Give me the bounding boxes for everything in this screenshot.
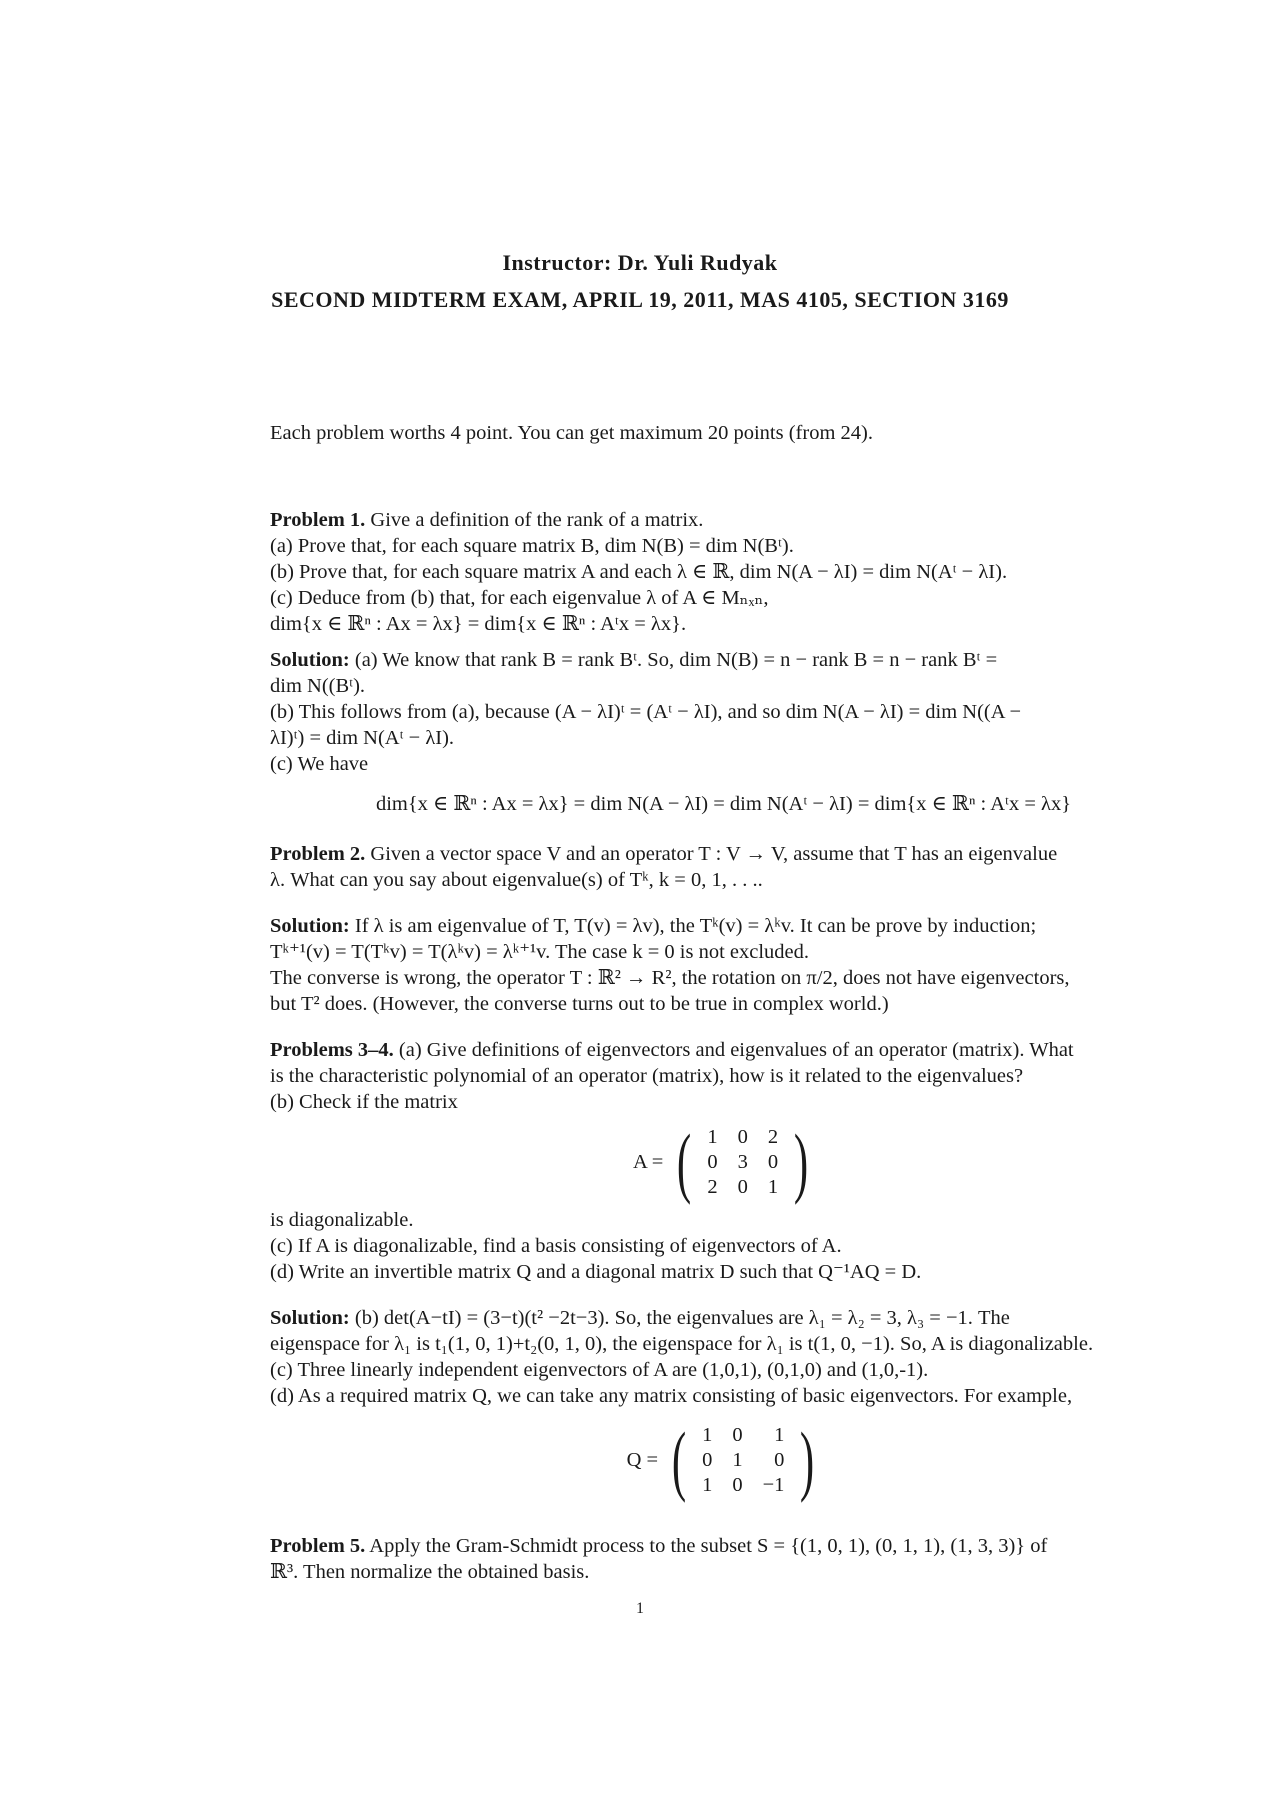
left-paren-icon: ( [677,1118,692,1205]
matrix-q-cell: 1 [702,1473,713,1496]
problem-1-solution-c: (c) We have [270,753,369,775]
matrix-a-cell: 1 [707,1125,718,1148]
problem-1-b: (b) Prove that, for each square matrix A and each λ ∈ ℝ, dim N(A − λI) = dim N(Aᵗ − λI). [270,561,1008,583]
right-paren-icon: ) [793,1118,809,1205]
matrix-a-table [697,1125,788,1200]
problem-1-solution-b: (b) This follows from (a), because (A − λI)ᵗ = (Aᵗ − λI), and so dim N(A − λI) = dim N((A − [270,701,1022,723]
problem-1-solution-a: (a) We know that rank B = rank Bᵗ. So, dim N(B) = n − rank B = n − rank Bᵗ = [354,649,998,671]
problem-1-statement: Give a definition of the rank of a matrix. [370,509,704,531]
problem-1-a: (a) Prove that, for each square matrix B, dim N(B) = dim N(Bᵗ). [270,535,794,557]
problem-2-label: Problem 2. [270,843,366,865]
problem-5-statement-2: ℝ³. Then normalize the obtained basis. [270,1561,590,1583]
matrix-q-cell: 0 [774,1448,785,1471]
problem-3-4-label: Problems 3–4. [270,1039,394,1061]
problem-5 [270,1533,1177,1585]
problem-2 [270,841,1177,1017]
right-paren-icon: ) [800,1416,815,1503]
matrix-q-cell: 1 [774,1423,785,1446]
matrix-a-row [697,1125,788,1150]
problem-3-4-solution-3: (c) Three linearly independent eigenvectors of A are (1,0,1), (0,1,0) and (1,0,-1). [270,1359,929,1381]
problem-1-label: Problem 1. [270,509,366,531]
matrix-a-row [697,1175,788,1200]
problem-2-statement-2: λ. What can you say about eigenvalue(s) of Tᵏ, k = 0, 1, . . .. [270,869,763,891]
problem-2-solution-2: Tᵏ⁺¹(v) = T(Tᵏv) = T(λᵏv) = λᵏ⁺¹v. The case k = 0 is not excluded. [270,941,810,963]
matrix-q-row [692,1448,794,1473]
matrix-a-cell: 0 [767,1150,779,1173]
matrix-q-cell: 1 [702,1423,713,1446]
page-number: 1 [636,1600,644,1617]
matrix-q-cell: 0 [732,1473,743,1496]
matrix-a [270,1118,1177,1205]
problem-1-solution-label: Solution: [270,649,350,671]
problem-3-4-statement-2: is the characteristic polynomial of an operator (matrix), how is it related to the eigenvalues? [270,1065,1024,1087]
problem-1-solution-equation: dim{x ∈ ℝⁿ : Ax = λx} = dim N(A − λI) = dim N(Aᵗ − λI) = dim{x ∈ ℝⁿ : Aᵗx = λx} [375,793,1072,815]
matrix-q-row [692,1473,794,1498]
left-paren-icon: ( [671,1416,687,1503]
matrix-a-cell: 0 [737,1125,748,1148]
problem-3-4-statement: (a) Give definitions of eigenvectors and eigenvalues of an operator (matrix). What [398,1039,1074,1061]
matrix-q-cell: 0 [732,1423,743,1446]
problem-2-statement: Given a vector space V and an operator T : V → V, assume that T has an eigenvalue [370,843,1058,865]
problem-2-solution-3: The converse is wrong, the operator T : ℝ² → R², the rotation on π/2, does not have eigenvectors, [270,967,1070,989]
problem-3-4 [270,1037,1177,1503]
problem-1-c-eq: dim{x ∈ ℝⁿ : Ax = λx} = dim{x ∈ ℝⁿ : Aᵗx = λx}. [270,613,687,635]
problem-3-4-after-1: is diagonalizable. [270,1209,414,1231]
problem-1-solution-a2: dim N((Bᵗ). [270,675,366,697]
problem-5-statement: Apply the Gram-Schmidt process to the subset S = {(1, 0, 1), (0, 1, 1), (1, 3, 3)} of [369,1535,1048,1557]
matrix-a-cell: 1 [767,1175,779,1198]
problem-3-4-after-3: (d) Write an invertible matrix Q and a diagonal matrix D such that Q⁻¹AQ = D. [270,1261,922,1283]
problem-2-solution-4: but T² does. (However, the converse turns out to be true in complex world.) [270,993,889,1015]
problem-3-4-solution-label: Solution: [270,1307,350,1329]
problem-1-solution-b2: λI)ᵗ) = dim N(Aᵗ − λI). [270,727,455,749]
problem-5-label: Problem 5. [270,1535,366,1557]
matrix-a-cell: 2 [707,1175,718,1198]
matrix-q-cell: −1 [762,1473,785,1496]
matrix-a-cell: 0 [707,1150,718,1173]
problem-1 [270,507,1177,817]
problem-2-solution-label: Solution: [270,915,350,937]
exam-content [270,420,1177,1585]
exam-title: SECOND MIDTERM EXAM, APRIL 19, 2011, MAS 4105, SECTION 3169 [271,287,1009,312]
intro-text: Each problem worths 4 point. You can get maximum 20 points (from 24). [270,422,873,444]
matrix-a-cell: 3 [737,1150,748,1173]
matrix-a-cell: 0 [737,1175,748,1198]
matrix-q [270,1416,1177,1503]
problem-3-4-solution-1: (b) det(A−tI) = (3−t)(t² −2t−3). So, the eigenvalues are λ₁ = λ₂ = 3, λ₃ = −1. The [354,1307,1010,1329]
matrix-q-table [692,1423,794,1498]
matrix-q-cell: 0 [702,1448,713,1471]
problem-1-c: (c) Deduce from (b) that, for each eigenvalue λ of A ∈ Mₙₓₙ, [270,587,769,609]
problem-2-solution-1: If λ is am eigenvalue of T, T(v) = λv), the Tᵏ(v) = λᵏv. It can be prove by induction; [354,915,1037,937]
instructor-line: Instructor: Dr. Yuli Rudyak [502,250,778,275]
matrix-q-cell: 1 [732,1448,743,1471]
matrix-a-cell: 2 [767,1125,779,1148]
problem-3-4-solution-2: eigenspace for λ₁ is t₁(1, 0, 1)+t₂(0, 1, 0), the eigenspace for λ₁ is t(1, 0, −1). So, A is diagonalizable. [270,1333,1094,1355]
matrix-q-label: Q = [626,1449,659,1471]
problem-3-4-statement-3: (b) Check if the matrix [270,1091,458,1113]
matrix-q-row [692,1423,794,1448]
matrix-a-row [697,1150,788,1175]
problem-3-4-solution-4: (d) As a required matrix Q, we can take any matrix consisting of basic eigenvectors. For example, [270,1385,1073,1407]
matrix-a-label: A = [632,1151,664,1173]
problem-3-4-after-2: (c) If A is diagonalizable, find a basis consisting of eigenvectors of A. [270,1235,842,1257]
